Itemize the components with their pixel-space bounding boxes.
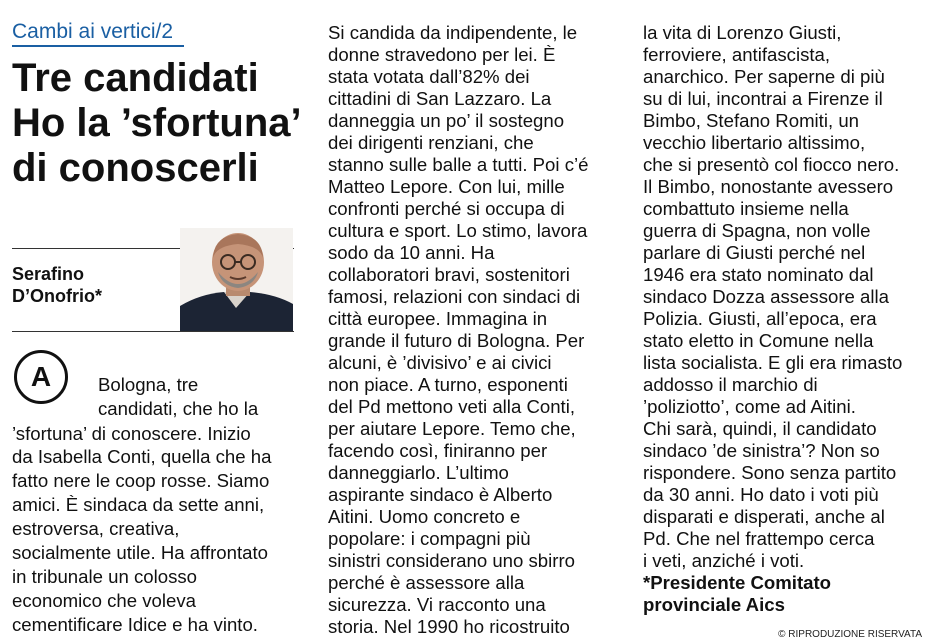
text-line: Bimbo, Stefano Romiti, un — [643, 110, 859, 131]
text-line: cementificare Idice e ha vinto. — [12, 614, 258, 635]
text-line: parlare di Giusti perché nel — [643, 242, 866, 263]
text-line: disparati e disperati, anche al — [643, 506, 885, 527]
text-line: anarchico. Per saperne di più — [643, 66, 885, 87]
text-line: alcuni, è ’divisivo’ e ai civici — [328, 352, 552, 373]
text-line: facendo così, finiranno per — [328, 440, 548, 461]
text-line: ferroviere, antifascista, — [643, 44, 831, 65]
kicker-underline — [12, 45, 184, 47]
text-line: fatto nere le coop rosse. Siamo — [12, 470, 270, 491]
headline — [12, 56, 302, 191]
text-line: sindaco ’de sinistra’? Non so — [643, 440, 880, 461]
text-line: candidati, che ho la — [98, 398, 259, 419]
text-line: stato eletto in Comune nella — [643, 330, 874, 351]
text-line: stata votata dall’82% dei — [328, 66, 530, 87]
text-line: sodo da 10 anni. Ha — [328, 242, 495, 263]
text-line: vecchio libertario altissimo, — [643, 132, 866, 153]
text-line: storia. Nel 1990 ho ricostruito — [328, 616, 570, 637]
headline-line: Ho la ’sfortuna’ — [12, 101, 302, 145]
text-line: stanno sulle balle a tutti. Poi c’é — [328, 154, 589, 175]
text-line: sindaco Dozza assessore alla — [643, 286, 889, 307]
section-kicker: Cambi ai vertici/2 — [12, 20, 174, 43]
copyright-notice: © RIPRODUZIONE RISERVATA — [778, 629, 922, 640]
text-line: lista socialista. E gli era rimasto — [643, 352, 903, 373]
text-line: Chi sarà, quindi, il candidato — [643, 418, 877, 439]
text-line: rispondere. Sono senza partito — [643, 462, 897, 483]
footnote-line: provinciale Aics — [643, 594, 785, 615]
text-line: Matteo Lepore. Con lui, mille — [328, 176, 565, 197]
text-line: Bologna, tre — [98, 374, 199, 395]
text-line: Aitini. Uomo concreto e — [328, 506, 521, 527]
text-line: socialmente utile. Ha affrontato — [12, 542, 268, 563]
text-line: collaboratori bravi, sostenitori — [328, 264, 570, 285]
footnote-line: *Presidente Comitato — [643, 572, 832, 593]
headline-line: di conoscerli — [12, 146, 259, 190]
text-line: combattuto insieme nella — [643, 198, 849, 219]
text-line: donne stravedono per lei. È — [328, 44, 556, 65]
text-line: popolare: i compagni più — [328, 528, 531, 549]
text-line: ’poliziotto’, come ad Aitini. — [643, 396, 856, 417]
text-line: cultura e sport. Lo stimo, lavora — [328, 220, 588, 241]
text-line: grande il futuro di Bologna. Per — [328, 330, 585, 351]
author-last-name: D’Onofrio* — [12, 286, 102, 306]
text-line: amici. È sindaca da sette anni, — [12, 494, 265, 515]
text-line: del Pd mettono veti alla Conti, — [328, 396, 576, 417]
text-line: su di lui, incontrai a Firenze il — [643, 88, 883, 109]
text-line: perché è assessore alla — [328, 572, 525, 593]
text-line: confronti perché si occupa di — [328, 198, 565, 219]
text-line: Il Bimbo, nonostante avessero — [643, 176, 894, 197]
author-name — [12, 263, 102, 307]
text-line: danneggiarlo. L’ultimo — [328, 462, 509, 483]
text-line: 1946 era stato nominato dal — [643, 264, 874, 285]
text-line: danneggia un po’ il sostegno — [328, 110, 565, 131]
text-line: Polizia. Giusti, all’epoca, era — [643, 308, 877, 329]
text-line: in tribunale un colosso — [12, 566, 198, 587]
text-line: sinistri considerano uno sbirro — [328, 550, 576, 571]
text-line: la vita di Lorenzo Giusti, — [643, 22, 842, 43]
text-line: aspirante sindaco è Alberto — [328, 484, 553, 505]
text-line: famosi, relazioni con sindaci di — [328, 286, 581, 307]
text-line: ’sfortuna’ di conoscere. Inizio — [12, 423, 251, 444]
text-line: da Isabella Conti, quella che ha — [12, 446, 272, 467]
text-line: da 30 anni. Ho dato i voti più — [643, 484, 879, 505]
author-first-name: Serafino — [12, 264, 85, 284]
text-line: non piace. A turno, esponenti — [328, 374, 568, 395]
text-line: Pd. Che nel frattempo cerca — [643, 528, 875, 549]
text-line: economico che voleva — [12, 590, 196, 611]
text-line: Si candida da indipendente, le — [328, 22, 578, 43]
text-line: sicurezza. Vi racconto una — [328, 594, 546, 615]
author-photo — [180, 228, 293, 331]
byline-bottom-rule — [12, 331, 294, 332]
text-line: per aiutare Lepore. Temo che, — [328, 418, 576, 439]
text-line: cittadini di San Lazzaro. La — [328, 88, 552, 109]
text-line: guerra di Spagna, non volle — [643, 220, 871, 241]
text-line: dei dirigenti renziani, che — [328, 132, 534, 153]
text-line: città europee. Immagina in — [328, 308, 548, 329]
text-line: estroversa, creativa, — [12, 518, 180, 539]
text-line: che si presentò col fiocco nero. — [643, 154, 900, 175]
text-line: addosso il marchio di — [643, 374, 818, 395]
headline-line: Tre candidati — [12, 56, 259, 100]
drop-cap: A — [14, 350, 68, 404]
text-line: i veti, anziché i voti. — [643, 550, 805, 571]
